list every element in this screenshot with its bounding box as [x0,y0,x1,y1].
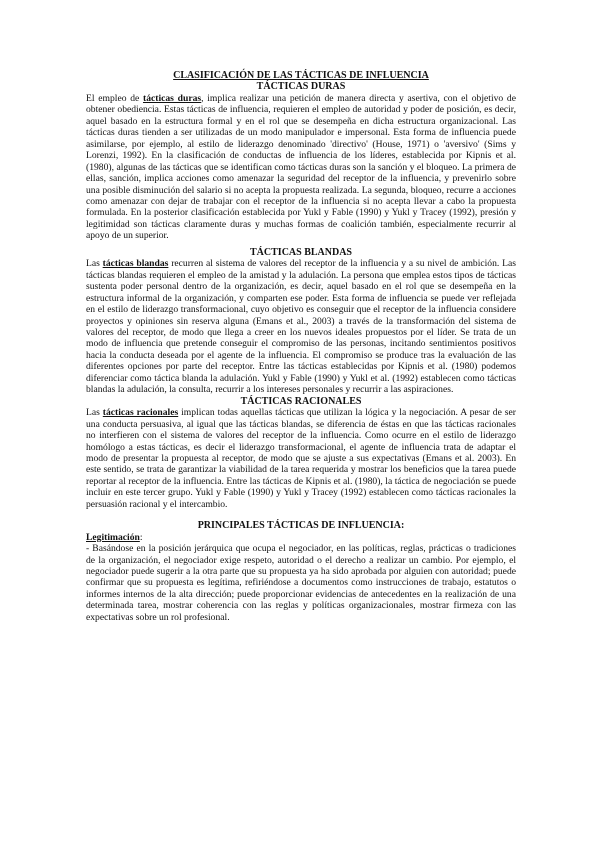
paragraph-tacticas-blandas [86,258,516,395]
document-title: CLASIFICACIÓN DE LAS TÁCTICAS DE INFLUENCIA [173,70,429,81]
heading-tacticas-duras: TÁCTICAS DURAS [256,81,346,93]
paragraph-text: recurren al sistema de valores del receptor de la influencia y a su nivel de ambición. Las tácticas blandas requieren el empleo de la amistad y la adulación. La persona que emplea estos tipos de tácticas sustenta poder personal dentro de la organización, es decir, aquel basado en el rol que se desempeña en la estructura informal de la organización, y comparten ese poder. Esta forma de influencia se puede ver reflejada en el estilo de liderazgo transformacional, cuyo objetivo es conseguir que el receptor de la influencia considere proyectos y opiniones sin reserva alguna (Emans et al., 2003) a través de la transformación del sistema de valores del receptor, de modo que llega a creer en los nuevos ideales propuestos por el líder. Se trata de un modo de influencia que pretende conseguir el compromiso de las personas, incitando sentimientos positivos hacia la conducta deseada por el agente de la influencia. El compromiso se produce tras la evaluación de las diferentes opciones por parte del receptor. Entre las tácticas establecidas por Kipnis et al. (1980) podemos diferenciar como táctica blanda la adulación. Yukl y Fable (1990) y Yukl et al. (1992) establecen como tácticas blandas la adulación, la consulta, recurrir a los intereses personales y recurrir a las aspiraciones. [86,258,516,396]
paragraph-lead: Las [86,407,103,419]
heading-principales-tacticas: PRINCIPALES TÁCTICAS DE INFLUENCIA: [197,520,405,532]
keyword-tacticas-duras: tácticas duras [143,92,202,104]
heading-tacticas-blandas: TÁCTICAS BLANDAS [250,246,352,258]
paragraph-lead: Las [86,258,103,270]
keyword-tacticas-racionales: tácticas racionales [102,407,179,419]
subheading-legitimacion [86,532,516,543]
document-page [86,70,516,623]
paragraph-tacticas-duras [86,93,516,242]
paragraph-text: , implica realizar una petición de manera directa y asertiva, con el objetivo de obtener obediencia. Estas tácticas de influencia, requieren el empleo de autoridad y poder de posición, es decir, aquel basado en la estructura formal y en el rol que se desempeña en dicha estructura organizacional. Las tácticas duras tienden a ser utilizadas de un modo manipulador e impersonal. Esta forma de influencia puede asimilarse, por ejemplo, al estilo de liderazgo denominado 'directivo' (House, 1971) o 'aversivo' (Sims y Lorenzi, 1992). En la clasificación de conductas de influencia de los líderes, establecida por Kipnis et al. (1980), algunas de las tácticas que se identifican como tácticas duras son la sanción y el bloqueo. La primera de ellas, sanción, implica acciones como amenazar la seguridad del receptor de la influencia, y prevenirlo sobre una posible disminución del salario si no acepta la propuesta realizada. La segunda, bloqueo, recurre a acciones como amenazar con dejar de trabajar con el receptor de la influencia si no acepta llevar a cabo la propuesta formulada. En la posterior clasificación establecida por Yukl y Fable (1990) y Yukl y Tracey (1992), presión y legitimidad son tácticas claramente duras y muchas formas de coalición también, especialmente recurrir al apoyo de un superior. [86,92,516,242]
heading-tacticas-racionales: TÁCTICAS RACIONALES [240,395,362,407]
paragraph-text: implican todas aquellas tácticas que utilizan la lógica y la negociación. A pesar de ser una conducta persuasiva, al igual que las tácticas blandas, se diferencia de éstas en que las tácticas racionales no interfieren con el sistema de valores del receptor de la influencia. Como ocurre en el estilo de liderazgo homólogo a estas tácticas, es decir el liderazgo transformacional, el agente de influencia trata de adaptar el modo de presentar la propuesta al receptor, de modo que se ajuste a sus expectativas (Emans et al. 2003). En este sentido, se trata de garantizar la viabilidad de la tarea requerida y mostrar los beneficios que la tarea puede reportar al receptor de la influencia. Entre las tácticas de Kipnis et al. (1980), la táctica de negociación se puede incluir en este tercer grupo. Yukl y Fable (1990) y Yukl y Tracey (1992) establecen como tácticas racionales la persuasión racional y el intercambio. [86,407,516,510]
paragraph-lead: El empleo de [86,92,144,104]
subheading-legitimacion-text: Legitimación [86,531,140,543]
subheading-colon: : [139,531,143,543]
paragraph-tacticas-racionales [86,407,516,510]
paragraph-legitimacion: - Basándose en la posición jerárquica que ocupa el negociador, en las políticas, reglas, prácticas o tradiciones de la organización, el negociador exige respeto, autoridad o el derecho a realizar un cambio. Por ejemplo, el negociador puede sugerir a la otra parte que su propuesta ya ha sido aprobada por alguien con autoridad; puede confirmar que su propuesta es legítima, refiriéndose a documentos como instrucciones de trabajo, estatutos o informes internos de la alta dirección; puede proporcionar evidencias de antecedentes en la realización de una determinada tarea, mostrar coherencia con las reglas y políticas organizacionales, mostrar firmeza con las expectativas sobre un rol profesional. [86,543,516,623]
keyword-tacticas-blandas: tácticas blandas [102,258,169,270]
